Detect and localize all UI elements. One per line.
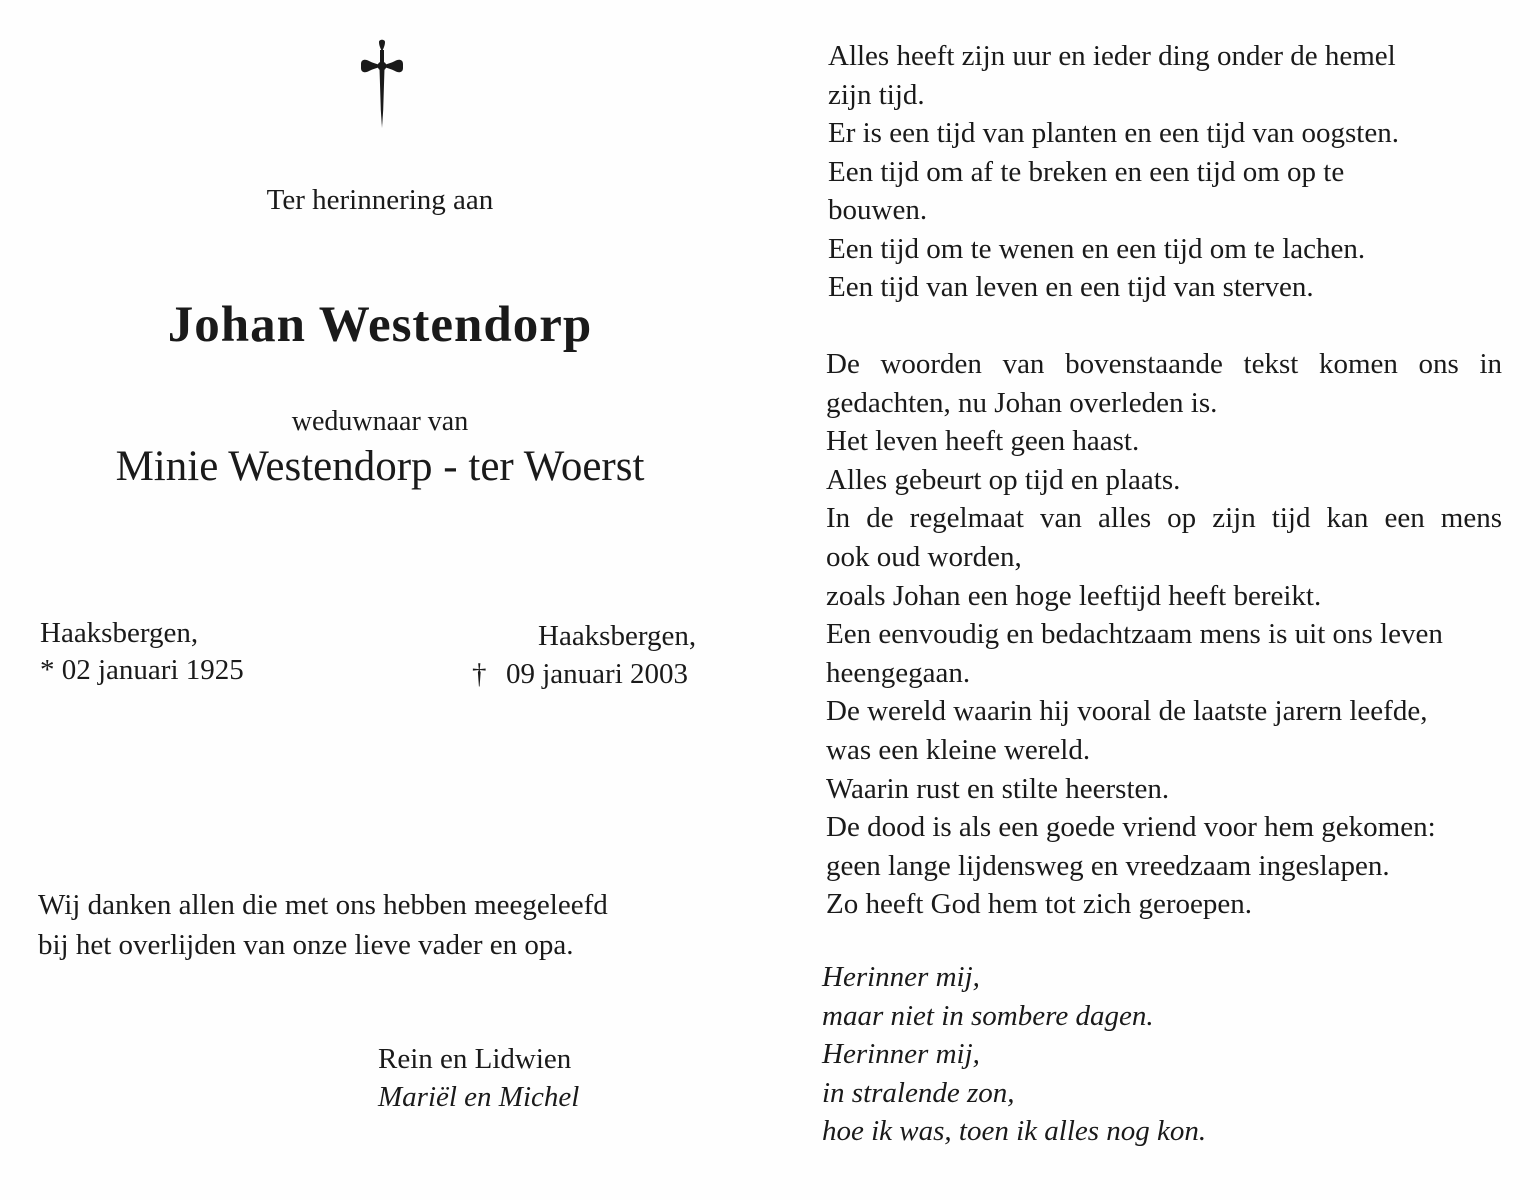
verse-line: Herinner mij, [822, 961, 980, 993]
prose-line: De woorden van bovenstaande tekst komen ons in [826, 348, 1502, 380]
verse-line: hoe ik was, toen ik alles nog kon. [822, 1115, 1207, 1147]
poem-line: Een tijd om af te breken en een tijd om op te [828, 155, 1345, 188]
prose-block [826, 345, 1502, 924]
prose-line: Zo heeft God hem tot zich geroepen. [826, 888, 1252, 921]
prose-line: Een eenvoudig en bedachtzaam mens is uit ons leven [826, 618, 1443, 651]
signer-line-italic: Mariël en Michel [378, 1081, 580, 1113]
death-date: 09 januari 2003 [506, 658, 689, 690]
prose-line: gedachten, nu Johan overleden is. [826, 386, 1218, 419]
right-panel [770, 0, 1540, 1200]
poem-line: Er is een tijd van planten en een tijd van oogsten. [828, 117, 1399, 149]
relation-text: weduwnaar van [291, 406, 469, 437]
verse-line: Herinner mij, [822, 1038, 980, 1070]
prose-line: In de regelmaat van alles op zijn tijd kan een mens [826, 502, 1502, 535]
poem-line: Een tijd van leven en een tijd van sterven. [828, 271, 1314, 303]
verse-line: in stralende zon, [822, 1076, 1015, 1109]
verse-line: maar niet in sombere dagen. [822, 999, 1154, 1032]
prose-line: De wereld waarin hij vooral de laatste jarern leefde, [826, 695, 1428, 728]
spouse-name: Minie Westendorp - ter Woerst [115, 443, 645, 490]
intro-text: Ter herinnering aan [266, 184, 494, 216]
prose-line: Alles gebeurt op tijd en plaats. [826, 463, 1181, 496]
death-date-line [472, 658, 688, 691]
prose-line: was een kleine wereld. [826, 733, 1091, 766]
poem-line: Alles heeft zijn uur en ieder ding onder de hemel [828, 40, 1396, 72]
poem-line: Een tijd om te wenen en een tijd om te lachen. [828, 232, 1366, 265]
deceased-name: Johan Westendorp [167, 297, 593, 353]
prose-line: Het leven heeft geen haast. [826, 425, 1140, 458]
ornamental-cross-icon [352, 38, 412, 132]
prose-line: geen lange lijdensweg en vreedzaam ingeslapen. [826, 849, 1390, 882]
thanks-message [38, 885, 608, 965]
prose-line: Waarin rust en stilte heersten. [826, 772, 1170, 805]
poem-block [828, 37, 1399, 307]
poem-line: bouwen. [828, 194, 928, 226]
death-cross-icon: † [472, 658, 487, 690]
prose-line: heengegaan. [826, 656, 971, 689]
signers [378, 1040, 579, 1116]
prose-line: ook oud worden, [826, 540, 1022, 573]
prose-line: zoals Johan een hoge leeftijd heeft bereikt. [826, 579, 1322, 612]
prose-line: De dood is als een goede vriend voor hem gekomen: [826, 811, 1436, 844]
birth-date: * 02 januari 1925 [40, 654, 244, 686]
thanks-line: bij het overlijden van onze lieve vader en opa. [38, 929, 574, 961]
poem-line: zijn tijd. [828, 78, 925, 111]
birth-place: Haaksbergen, [40, 617, 199, 649]
thanks-line: Wij danken allen die met ons hebben meegeleefd [38, 889, 608, 921]
signer-line: Rein en Lidwien [378, 1043, 572, 1075]
verse-block [822, 958, 1206, 1151]
death-place: Haaksbergen, [538, 620, 697, 652]
